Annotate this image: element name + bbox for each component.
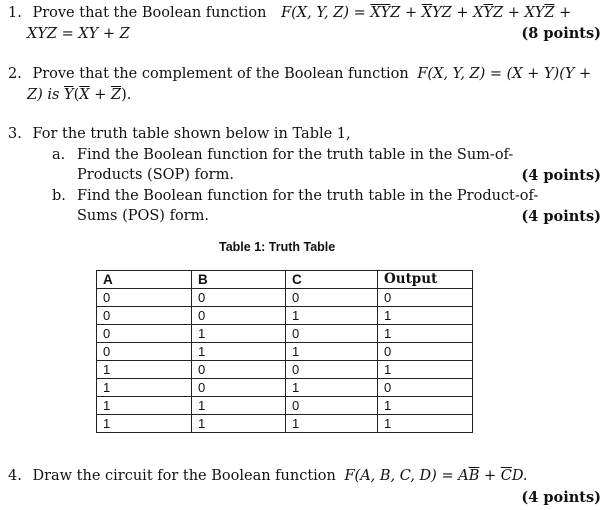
q1-number: 1. [8, 5, 22, 21]
table-header-row [97, 271, 473, 289]
q2-close: ). [121, 87, 132, 103]
cell: 0 [286, 361, 378, 379]
cell: 0 [378, 289, 473, 307]
cell: 0 [97, 325, 192, 343]
question-4 [8, 468, 528, 484]
q1-term4-z: $\overline{Z}$ [544, 5, 555, 21]
question-3 [8, 126, 351, 142]
cell: 0 [192, 361, 286, 379]
q1-points: (8 points) [521, 25, 601, 42]
q3b-points: (4 points) [521, 208, 601, 225]
q1-term3-z: Z [493, 5, 504, 21]
cell: 1 [97, 415, 192, 433]
q1-term1-z: Z [390, 5, 401, 21]
cell: 1 [192, 415, 286, 433]
q2-function: F(X, Y, Z) = (X + Y)(Y + [417, 66, 592, 82]
cell: 0 [97, 307, 192, 325]
q4-function: F(A, B, C, D) = A [344, 468, 469, 484]
q2-number: 2. [8, 66, 22, 82]
table-title: Table 1: Truth Table [219, 240, 336, 254]
table-row [97, 379, 473, 397]
cell: 1 [97, 379, 192, 397]
q3b-line1: Find the Boolean function for the truth table in the Product-of- [77, 188, 539, 204]
q2-line2 [27, 87, 131, 103]
q3-number: 3. [8, 126, 22, 142]
question-1 [8, 5, 571, 21]
q1-plus-2: + [456, 5, 469, 21]
cell: 1 [192, 397, 286, 415]
q2-paren-open: ( [73, 87, 80, 103]
table-row [97, 307, 473, 325]
cell: 1 [378, 361, 473, 379]
truth-table [96, 270, 473, 433]
q2-x-bar: $\overline{X}$ [79, 87, 90, 103]
cell: 1 [286, 415, 378, 433]
cell: 0 [97, 343, 192, 361]
q3b-label: b. [52, 188, 66, 204]
cell: 0 [97, 289, 192, 307]
q2-z-bar: $\overline{Z}$ [110, 87, 122, 103]
header-output: Output [378, 271, 473, 289]
q2-y-bar: $\overline{Y}$ [64, 87, 74, 103]
q1-term2-x: $\overline{X}$ [421, 5, 433, 21]
q1-plus-1: + [404, 5, 418, 21]
cell: 0 [192, 289, 286, 307]
cell: 0 [378, 379, 473, 397]
q1-line2: XYZ = XY + Z [27, 26, 130, 42]
header-b: B [192, 271, 286, 289]
cell: 0 [286, 397, 378, 415]
cell: 1 [378, 415, 473, 433]
q1-plus-3: + [507, 5, 520, 21]
table-row [97, 415, 473, 433]
q4-lead: Draw the circuit for the Boolean function [32, 468, 336, 484]
cell: 1 [192, 325, 286, 343]
q1-term3-x: X [473, 5, 484, 21]
q1-term4-xy: XY [524, 5, 545, 21]
table-row [97, 289, 473, 307]
question-2 [8, 66, 591, 82]
q2-line2-lead: Z) is [27, 87, 60, 103]
cell: 0 [286, 289, 378, 307]
q4-b-bar: $\overline{B}$ [468, 468, 480, 484]
cell: 0 [192, 379, 286, 397]
cell: 1 [378, 325, 473, 343]
q3-lead: For the truth table shown below in Table 1, [32, 126, 351, 142]
q1-lead: Prove that the Boolean function [32, 5, 267, 21]
q4-c-bar: $\overline{C}$ [500, 468, 512, 484]
cell: 0 [192, 307, 286, 325]
q1-function: F(X, Y, Z) [281, 5, 350, 21]
header-a: A [97, 271, 192, 289]
q1-plus-4: + [559, 5, 572, 21]
q1-term1-y: $\overline{Y}$ [380, 5, 391, 21]
q3a-label: a. [52, 147, 66, 163]
table-row [97, 397, 473, 415]
q4-points: (4 points) [521, 489, 601, 506]
cell: 0 [378, 343, 473, 361]
q1-term2-yz: YZ [432, 5, 452, 21]
cell: 1 [192, 343, 286, 361]
q3b-line2: Sums (POS) form. [77, 208, 209, 224]
q3a-points: (4 points) [521, 167, 601, 184]
q3a-line2: Products (SOP) form. [77, 167, 234, 183]
q1-equals: = [353, 5, 366, 21]
table-row [97, 361, 473, 379]
cell: 1 [286, 379, 378, 397]
q1-term1-x: $\overline{X}$ [370, 5, 381, 21]
cell: 1 [286, 307, 378, 325]
q4-plus: + [479, 468, 501, 484]
cell: 1 [286, 343, 378, 361]
cell: 1 [97, 361, 192, 379]
q2-plus: + [89, 87, 111, 103]
q3a-line1: Find the Boolean function for the truth table in the Sum-of- [77, 147, 514, 163]
q4-number: 4. [8, 468, 22, 484]
table-row [97, 343, 473, 361]
q1-term3-y: $\overline{Y}$ [483, 5, 494, 21]
q2-lead: Prove that the complement of the Boolean function [32, 66, 409, 82]
cell: 1 [378, 397, 473, 415]
q4-d: D. [511, 468, 528, 484]
cell: 1 [378, 307, 473, 325]
header-c: C [286, 271, 378, 289]
cell: 0 [286, 325, 378, 343]
table-row [97, 325, 473, 343]
cell: 1 [97, 397, 192, 415]
